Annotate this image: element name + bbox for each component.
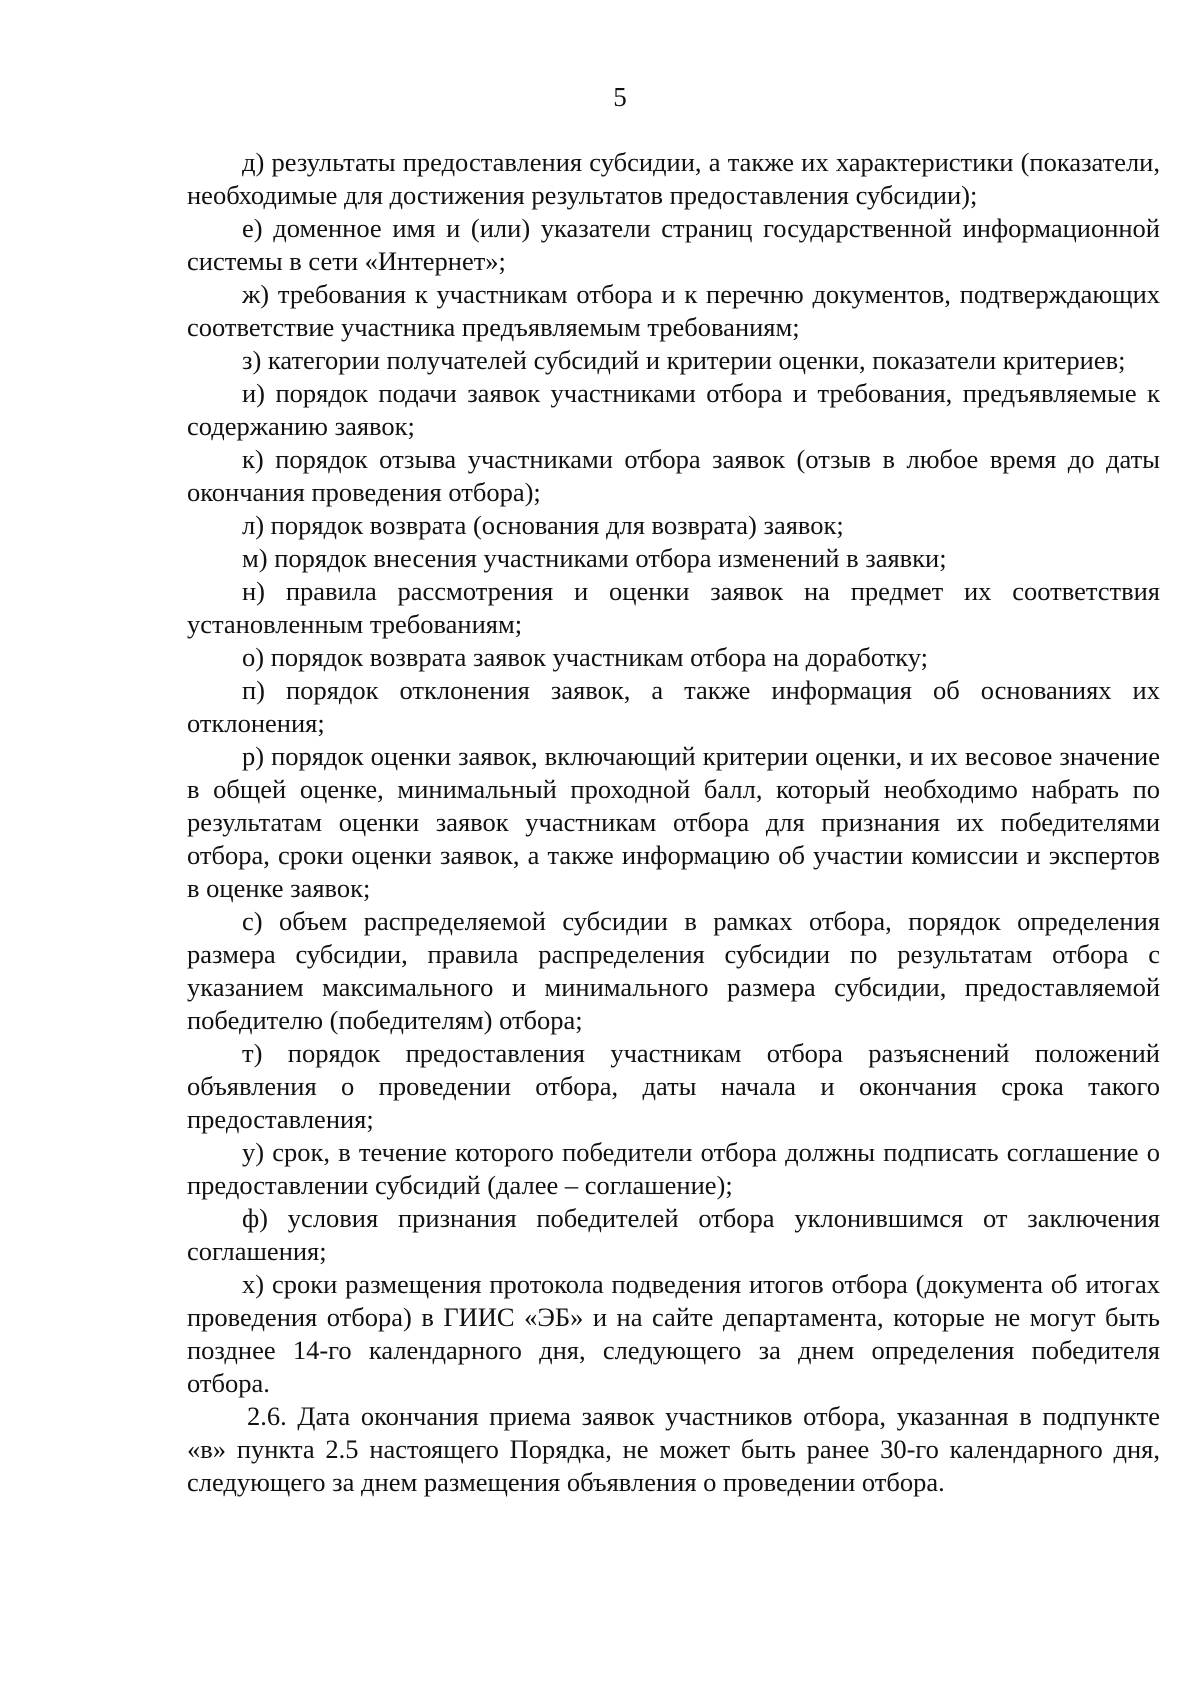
paragraph-s: с) объем распределяемой субсидии в рамках отбора, порядок определения размера субсидии, правила распределения субсидии по результатам отбора с указанием максимального и минимального размера субсидии, предоставляемой победителю (победителям) отбора;	[187, 906, 1160, 1035]
paragraph-t: т) порядок предоставления участникам отбора разъяснений положений объявления о проведении отбора, даты начала и окончания срока такого предоставления;	[187, 1038, 1160, 1134]
paragraph-n: н) правила рассмотрения и оценки заявок на предмет их соответствия установленным требованиям;	[187, 576, 1160, 639]
paragraph-e: е) доменное имя и (или) указатели страниц государственной информационной системы в сети «Интернет»;	[187, 213, 1160, 276]
paragraph-kh: х) сроки размещения протокола подведения итогов отбора (документа об итогах проведения отбора) в ГИИС «ЭБ» и на сайте департамента, которые не могут быть позднее 14-го календарного дня, следующего за днем определения победителя отбора.	[187, 1269, 1160, 1398]
paragraph-l: л) порядок возврата (основания для возврата) заявок;	[242, 510, 844, 540]
paragraph-d: д) результаты предоставления субсидии, а также их характеристики (показатели, необходимые для достижения результатов предоставления субсидии);	[187, 147, 1160, 210]
page-number: 5	[613, 82, 627, 112]
document-body	[187, 146, 1160, 1499]
paragraph-u: у) срок, в течение которого победители отбора должны подписать соглашение о предоставлении субсидий (далее – соглашение);	[187, 1137, 1160, 1200]
paragraph-p: п) порядок отклонения заявок, а также информация об основаниях их отклонения;	[187, 675, 1160, 738]
paragraph-m: м) порядок внесения участниками отбора изменений в заявки;	[242, 543, 947, 573]
paragraph-k: к) порядок отзыва участниками отбора заявок (отзыв в любое время до даты окончания проведения отбора);	[187, 444, 1160, 507]
paragraph-z: з) категории получателей субсидий и критерии оценки, показатели критериев;	[242, 345, 1126, 375]
paragraph-zh: ж) требования к участникам отбора и к перечню документов, подтверждающих соответствие участника предъявляемым требованиям;	[187, 279, 1160, 342]
paragraph-f: ф) условия признания победителей отбора уклонившимся от заключения соглашения;	[187, 1203, 1160, 1266]
paragraph-r: р) порядок оценки заявок, включающий критерии оценки, и их весовое значение в общей оценке, минимальный проходной балл, который необходимо набрать по результатам оценки заявок участникам отбора для признания их победителями отбора, сроки оценки заявок, а также информацию об участии комиссии и экспертов в оценке заявок;	[187, 741, 1160, 903]
paragraph-o: о) порядок возврата заявок участникам отбора на доработку;	[242, 642, 929, 672]
paragraph-2-6: 2.6. Дата окончания приема заявок участников отбора, указанная в подпункте «в» пункта 2.5 настоящего Порядка, не может быть ранее 30-го календарного дня, следующего за днем размещения объявления о проведении отбора.	[187, 1401, 1160, 1497]
paragraph-i: и) порядок подачи заявок участниками отбора и требования, предъявляемые к содержанию заявок;	[187, 378, 1160, 441]
